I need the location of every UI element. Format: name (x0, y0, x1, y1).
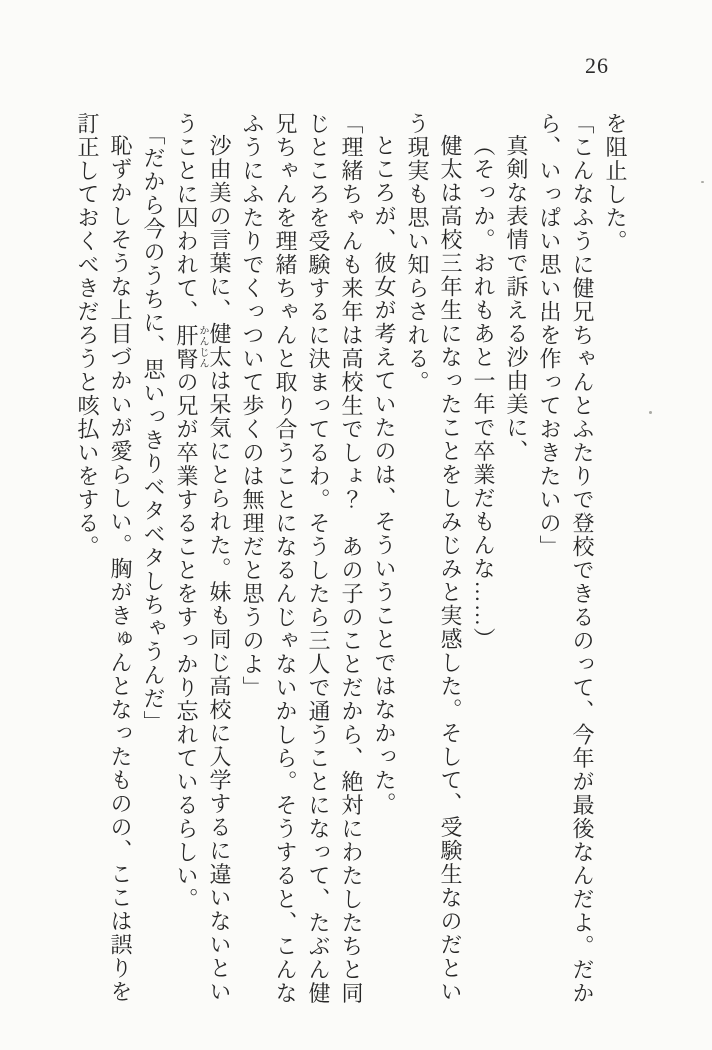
text-block (66, 112, 632, 1008)
ruby-annotation: 肝腎かんじん (174, 323, 208, 371)
paragraph: 「だから今のうちに、思いっきりベタベタしちゃうんだ」 (141, 123, 166, 734)
page-number: 26 (585, 53, 609, 78)
paragraph: 「理緒ちゃんも来年は高校生でしょ？ あの子のことだから、絶対にわたしたちと同じところを受験するに決まってるわ。そうしたら三人で通うことになって、たぶん健兄ちゃんを理緒ちゃんと取り合うことになるんじゃないかしら。そうすると、こんなふうにふたりでくっついて歩くのは無理だと思うのよ」 (240, 112, 364, 1005)
paragraph: ところが、彼女が考えていたのは、そういうことではなかった。 (372, 134, 397, 816)
paragraph: 健太は高校三年生になったことをしみじみと実感した。そして、受験生なのだという現実も思い知らされる。 (405, 112, 463, 1004)
paragraph: 真剣な表情で訴える沙由美に、 (504, 134, 529, 463)
paragraph: 恥ずかしそうな上目づかいが愛らしい。胸がきゅんとなったものの、ここは誤りを訂正しておくべきだろうと咳払いをする。 (75, 112, 133, 1004)
paragraph: 「こんなふうに健兄ちゃんとふたりで登校できるのって、今年が最後なんだよ。だから、いっぱい思い出を作っておきたいの」 (537, 112, 595, 1005)
paragraph: （そっか。おれもあと一年で卒業だもんな……） (471, 134, 496, 651)
paragraph: を阻止した。 (603, 112, 628, 253)
paragraph: 沙由美の言葉に、健太は呆気にとられた。妹も同じ高校に入学するに違いないということに囚われて、肝腎かんじんの兄が卒業することをすっかり忘れているらしい。 (174, 112, 232, 1004)
scan-speck (649, 411, 652, 414)
scan-speck (701, 181, 704, 183)
